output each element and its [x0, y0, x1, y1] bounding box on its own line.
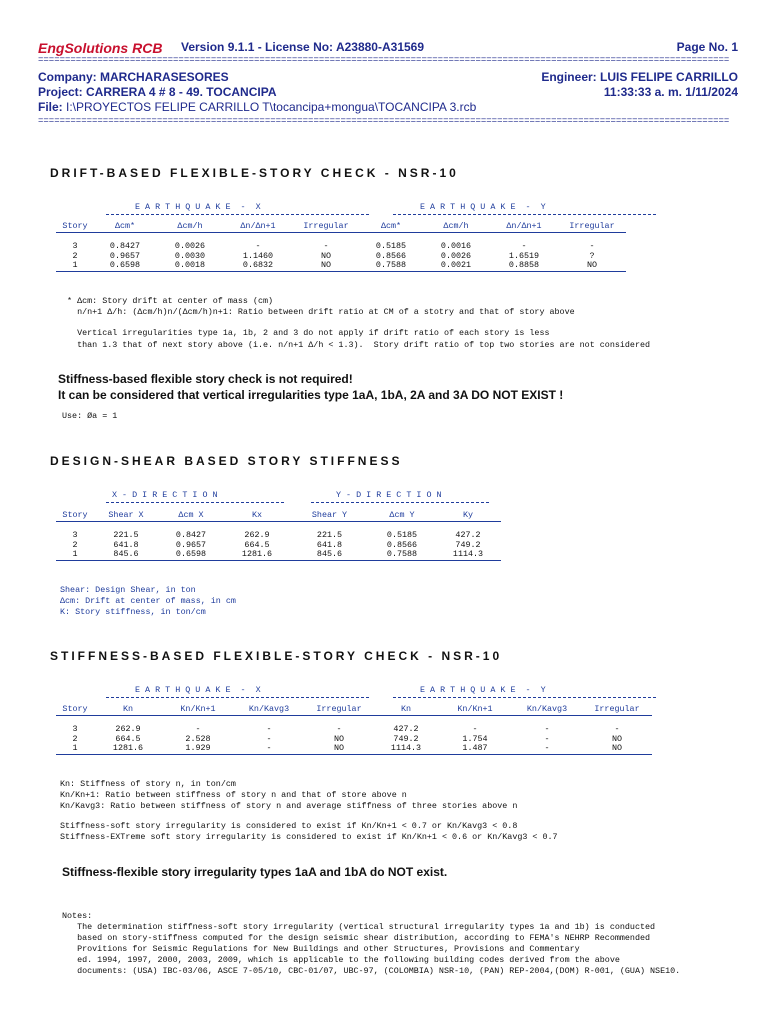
cell: 0.6832 — [242, 260, 274, 271]
cell: 427.2 — [455, 530, 481, 541]
cell: - — [544, 733, 550, 744]
drift-note-2: n/n+1 Δ/h: (Δcm/h)n/(Δcm/h)n+1: Ratio between drift ratio at CM of a stotry and that of story above — [62, 307, 575, 317]
cell: 221.5 — [316, 530, 343, 541]
drift-eq-x-rule — [106, 214, 369, 215]
col-irregular-x: Irregular — [303, 221, 349, 231]
cell: - — [266, 733, 272, 744]
version-license: Version 9.1.1 - License No: A23880-A31569 — [181, 40, 425, 54]
col-ratio-x: Δn/Δn+1 — [240, 221, 276, 231]
cell: 845.6 — [316, 549, 343, 560]
col-kn-y: Kn — [400, 704, 412, 714]
drift-note-4: than 1.3 that of next story above (i.e. n/n+1 Δ/h < 1.3). Story drift ratio of top two stories are not considered — [62, 340, 651, 350]
shear-section-title: DESIGN-SHEAR BASED STORY STIFFNESS — [50, 454, 403, 468]
cell: - — [195, 724, 201, 735]
shear-y-direction-label: Y - D I R E C T I O N — [336, 490, 442, 500]
cell: 2 — [72, 539, 78, 550]
cell: 0.8427 — [175, 530, 207, 541]
cell: NO — [320, 260, 332, 271]
cell: 1114.3 — [452, 549, 484, 560]
col-kn-x: Kn — [122, 704, 134, 714]
cell: 1.754 — [462, 733, 488, 744]
cell: 2.528 — [185, 733, 211, 744]
cell: 0.8427 — [109, 241, 141, 252]
col-dcmh-x: Δcm/h — [177, 221, 203, 231]
drift-message-2: It can be considered that vertical irregularities type 1aA, 1bA, 2A and 3A DO NOT EXIST ! — [58, 388, 564, 402]
engineer: Engineer: LUIS FELIPE CARRILLO — [541, 70, 738, 84]
cell: 0.0018 — [174, 260, 206, 271]
file-line — [38, 100, 476, 114]
cell: 0.8858 — [508, 260, 540, 271]
company: Company: MARCHARASESORES — [38, 70, 229, 84]
file-path: I:\PROYECTOS FELIPE CARRILLO T\tocancipa+mongua\TOCANCIPA 3.rcb — [66, 100, 477, 114]
cell: 1.1460 — [242, 250, 274, 261]
col-kn-kn1-x: Kn/Kn+1 — [180, 704, 216, 714]
table-row — [56, 252, 626, 262]
cell: 0.6598 — [175, 549, 207, 560]
shear-note-2: Δcm: Drift at center of mass, in cm — [60, 596, 236, 606]
col-kx: Kx — [251, 510, 263, 520]
cell: 2 — [72, 733, 78, 744]
brand-title: EngSolutions RCB — [38, 40, 163, 56]
stiff-eq-y-rule — [393, 697, 656, 698]
col-irregular-y: Irregular — [569, 221, 615, 231]
file-label: File: — [38, 100, 63, 114]
stiffness-message: Stiffness-flexible story irregularity types 1aA and 1bA do NOT exist. — [62, 865, 448, 879]
datetime: 11:33:33 a. m. 1/11/2024 — [603, 85, 738, 99]
cell: - — [614, 724, 620, 735]
stiff-note-3: Kn/Kavg3: Ratio between stiffness of story n and average stiffness of three stories above n — [60, 801, 518, 811]
col-ky: Ky — [462, 510, 474, 520]
shear-note-1: Shear: Design Shear, in ton — [60, 585, 196, 595]
cell: - — [589, 241, 595, 252]
page-number: Page No. 1 — [676, 40, 738, 54]
cell: NO — [611, 743, 623, 754]
cell: 0.0026 — [440, 250, 472, 261]
col-kn-kavg3-y: Kn/Kavg3 — [526, 704, 568, 714]
cell: 1114.3 — [390, 743, 422, 754]
notes-line-2: based on story-stiffness computed for the design seismic shear distribution, according to FEMA's NEHRP Recommended — [62, 933, 651, 943]
cell: - — [266, 743, 272, 754]
drift-message-1: Stiffness-based flexible story check is not required! — [58, 372, 353, 386]
table-row — [56, 261, 626, 271]
cell: - — [336, 724, 342, 735]
header-rule-top: ================================================================================================================================ — [38, 55, 730, 65]
cell: 749.2 — [455, 539, 481, 550]
drift-section-title: DRIFT-BASED FLEXIBLE-STORY CHECK - NSR-10 — [50, 166, 459, 180]
cell: ? — [589, 250, 595, 261]
cell: - — [472, 724, 478, 735]
shear-x-direction-label: X - D I R E C T I O N — [112, 490, 218, 500]
cell: 3 — [72, 241, 78, 252]
col-dcm-y: Δcm* — [380, 221, 402, 231]
stiffness-table — [56, 705, 652, 765]
cell: 0.5185 — [375, 241, 407, 252]
stiff-eq-x-rule — [106, 697, 369, 698]
col-dcm-x: Δcm* — [114, 221, 136, 231]
cell: 749.2 — [393, 733, 419, 744]
drift-table — [56, 222, 626, 282]
cell: - — [255, 241, 261, 252]
col-dcm-y: Δcm Y — [389, 510, 415, 520]
cell: 427.2 — [393, 724, 419, 735]
table-row — [56, 242, 626, 252]
stiffness-section-title: STIFFNESS-BASED FLEXIBLE-STORY CHECK - NSR-10 — [50, 649, 503, 663]
col-kn-kavg3-x: Kn/Kavg3 — [248, 704, 290, 714]
col-shear-y: Shear Y — [311, 510, 348, 520]
stiff-note-5: Stiffness-EXTreme soft story irregularity is considered to exist if Kn/Kn+1 < 0.6 or Kn/Kavg3 < 0.7 — [60, 832, 558, 842]
col-irregular-x: Irregular — [316, 704, 362, 714]
col-dcm-x: Δcm X — [178, 510, 204, 520]
col-story: Story — [62, 510, 88, 520]
cell: 1 — [72, 260, 78, 271]
cell: 0.9657 — [109, 250, 141, 261]
cell: NO — [586, 260, 598, 271]
notes-line-4: ed. 1994, 1997, 2000, 2003, 2009, which is applicable to the following building codes derived from the above — [62, 955, 620, 965]
table-row — [56, 550, 501, 560]
cell: 0.7588 — [375, 260, 407, 271]
col-shear-x: Shear X — [108, 510, 144, 520]
table-row — [56, 744, 652, 754]
cell: 3 — [72, 530, 78, 541]
notes-line-5: documents: (USA) IBC-03/06, ASCE 7-05/10, CBC-01/07, UBC-97, (COLOMBIA) NSR-10, (PAN) REP-2004,(DOM) R-001, (GUA) NSE10. — [62, 966, 681, 976]
stiff-note-1: Kn: Stiffness of story n, in ton/cm — [60, 779, 236, 789]
cell: 0.5185 — [386, 530, 418, 541]
cell: 641.8 — [316, 539, 343, 550]
cell: 0.0030 — [174, 250, 206, 261]
drift-eq-x-label: E A R T H Q U A K E - X — [135, 202, 261, 212]
cell: NO — [333, 743, 345, 754]
cell: - — [544, 743, 550, 754]
cell: 3 — [72, 724, 78, 735]
cell: NO — [333, 733, 345, 744]
cell: - — [266, 724, 272, 735]
notes-line-1: The determination stiffness-soft story irregularity (vertical structural irregularity types 1a and 1b) is conducted — [62, 922, 656, 932]
cell: - — [323, 241, 329, 252]
stiff-note-4: Stiffness-soft story irregularity is considered to exist if Kn/Kn+1 < 0.7 or Kn/Kavg3 < 0.8 — [60, 821, 518, 831]
cell: 664.5 — [244, 539, 270, 550]
table-row — [56, 735, 652, 745]
cell: 0.0026 — [174, 241, 206, 252]
cell: 2 — [72, 250, 78, 261]
stiff-eq-x-label: E A R T H Q U A K E - X — [135, 685, 261, 695]
shear-y-rule — [311, 502, 489, 503]
cell: 0.6598 — [109, 260, 141, 271]
cell: NO — [320, 250, 332, 261]
notes-heading: Notes: — [62, 911, 93, 921]
cell: 1.6519 — [508, 250, 540, 261]
table-row — [56, 725, 652, 735]
cell: 1281.6 — [241, 549, 273, 560]
cell: 1 — [72, 743, 78, 754]
cell: 845.6 — [113, 549, 139, 560]
cell: 664.5 — [115, 733, 141, 744]
cell: 0.9657 — [175, 539, 207, 550]
col-ratio-y: Δn/Δn+1 — [506, 221, 542, 231]
cell: 0.0016 — [440, 241, 472, 252]
cell: 1 — [72, 549, 78, 560]
cell: NO — [611, 733, 623, 744]
col-story: Story — [62, 704, 88, 714]
cell: 1281.6 — [112, 743, 144, 754]
cell: 262.9 — [115, 724, 141, 735]
col-story: Story — [62, 221, 88, 231]
col-dcmh-y: Δcm/h — [443, 221, 469, 231]
header-rule-bottom: ================================================================================================================================ — [38, 116, 730, 126]
cell: - — [544, 724, 550, 735]
cell: 0.7588 — [386, 549, 418, 560]
cell: 262.9 — [244, 530, 270, 541]
notes-line-3: Provitions for Seismic Regulations for New Buildings and other Structures, Provisions and Commentary — [62, 944, 580, 954]
col-irregular-y: Irregular — [594, 704, 640, 714]
drift-note-3: Vertical irregularities type 1a, 1b, 2 and 3 do not apply if drift ratio of each story is less — [62, 328, 550, 338]
shear-x-rule — [106, 502, 284, 503]
cell: 0.8566 — [386, 539, 418, 550]
cell: 641.8 — [113, 539, 139, 550]
cell: 0.0021 — [440, 260, 472, 271]
stiff-note-2: Kn/Kn+1: Ratio between stiffness of story n and that of store above n — [60, 790, 407, 800]
drift-eq-y-label: E A R T H Q U A K E - Y — [420, 202, 546, 212]
cell: 221.5 — [113, 530, 139, 541]
cell: 0.8566 — [375, 250, 407, 261]
cell: - — [521, 241, 527, 252]
shear-table — [56, 511, 501, 571]
col-kn-kn1-y: Kn/Kn+1 — [457, 704, 493, 714]
drift-eq-y-rule — [393, 214, 656, 215]
use-factor: Use: Øa = 1 — [62, 411, 118, 421]
project: Project: CARRERA 4 # 8 - 49. TOCANCIPA — [38, 85, 277, 99]
cell: 1.487 — [462, 743, 488, 754]
shear-note-3: K: Story stiffness, in ton/cm — [60, 607, 206, 617]
stiff-eq-y-label: E A R T H Q U A K E - Y — [420, 685, 546, 695]
drift-note-1: * Δcm: Story drift at center of mass (cm) — [62, 296, 274, 306]
cell: 1.929 — [185, 743, 211, 754]
